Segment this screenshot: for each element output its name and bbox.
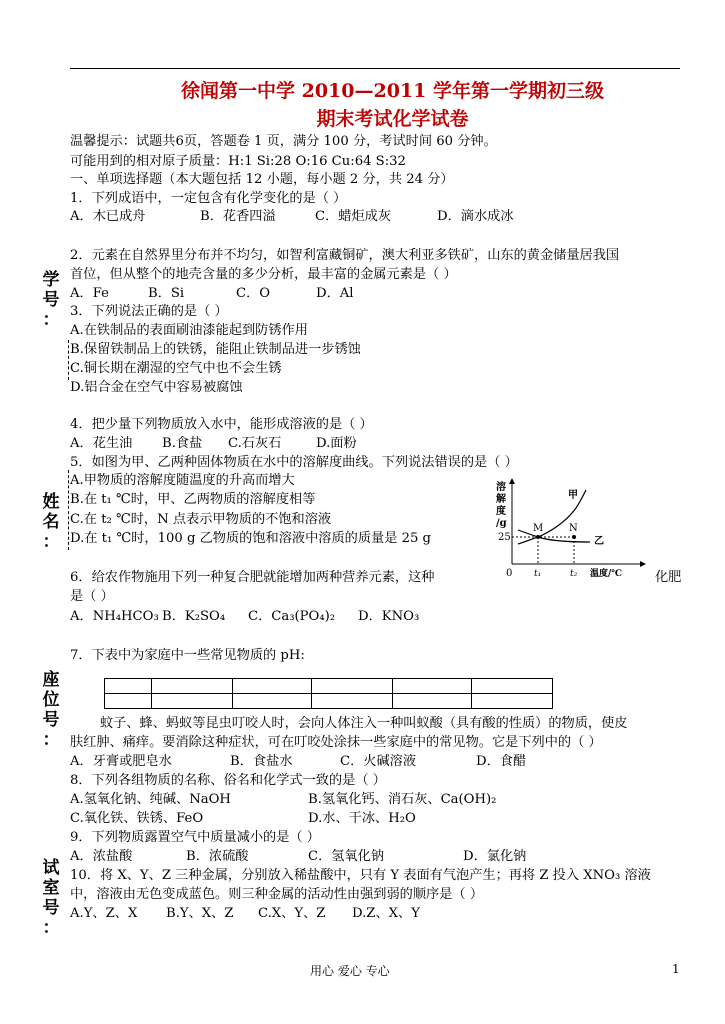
q6-stem: 6．给农作物施用下列一种复合肥就能增加两种营养元素，这种 — [70, 570, 435, 585]
q6-option-a: A．NH₄HCO₃ — [70, 609, 159, 624]
notice-text: 温馨提示：试题共6页，答题卷 1 页，满分 100 分，考试时间 60 分钟。 — [70, 134, 497, 149]
q5-option-b: B.在 t₁ ℃时，甲、乙两物质的溶解度相等 — [70, 492, 316, 507]
q8-option-d: D.水、干冰、H₂O — [308, 811, 416, 826]
q10-option-c: C.X、Y、Z — [258, 906, 326, 921]
point-n-label: N — [569, 523, 578, 534]
q2-stem: 2．元素在自然界里分布并不均匀，如智利富藏铜矿，澳大利亚多铁矿，山东的黄金储量居我国 — [70, 248, 620, 263]
q3-option-b: B.保留铁制品上的铁锈，能阻止铁制品进一步锈蚀 — [70, 342, 361, 357]
y-tick-25: 25 — [498, 532, 511, 543]
q8-options-row1 — [70, 792, 496, 808]
ph-cell — [393, 679, 472, 694]
q1-options — [70, 209, 514, 225]
ph-table — [104, 678, 553, 709]
solubility-chart — [490, 478, 650, 588]
section-heading: 一、单项选择题（本大题包括 12 小题，每小题 2 分，共 24 分） — [70, 172, 454, 187]
x-axis-arrow — [640, 561, 646, 567]
q8-option-b: B.氢氧化钙、消石灰、Ca(OH)₂ — [308, 792, 497, 807]
q10-option-b: B.Y、X、Z — [166, 906, 234, 921]
q8-stem: 8．下列各组物质的名称、俗名和化学式一致的是（ ） — [70, 773, 386, 788]
q10-option-a: A.Y、Z、X — [70, 906, 138, 921]
q10-options — [70, 906, 420, 922]
q3-option-d: D.铝合金在空气中容易被腐蚀 — [70, 380, 243, 395]
q4-option-b: B.食盐 — [162, 436, 203, 451]
binding-line — [68, 340, 69, 380]
q4-option-d: D.面粉 — [316, 436, 357, 451]
q6-stem-2: 是（ ） — [70, 589, 114, 604]
q9-option-d: D．氯化钠 — [463, 849, 527, 864]
side-label-room: 试 室 号 ： — [42, 858, 60, 938]
q2-option-a: A．Fe — [70, 286, 109, 301]
ph-cell — [152, 679, 233, 694]
point-n-dot — [572, 535, 576, 539]
ph-cell — [472, 694, 553, 709]
q2-option-c: C．O — [236, 286, 271, 301]
q4-option-c: C.石灰石 — [228, 436, 282, 451]
q8-options-row2 — [70, 811, 416, 827]
ph-cell — [105, 694, 152, 709]
q8-option-c: C.氧化铁、铁锈、FeO — [70, 811, 204, 826]
exam-subtitle: 期末考试化学试卷 — [316, 108, 469, 130]
q9-option-a: A．浓盐酸 — [70, 849, 133, 864]
label-jia: 甲 — [568, 490, 578, 501]
ylabel-char-1: 溶 — [496, 482, 506, 493]
q1-option-d: D．滴水成冰 — [437, 209, 514, 224]
q5-option-c: C.在 t₂ ℃时，N 点表示甲物质的不饱和溶液 — [70, 512, 332, 527]
atomic-mass-text: 可能用到的相对原子质量：H:1 Si:28 O:16 Cu:64 S:32 — [70, 154, 406, 169]
ylabel-char-2: 解 — [496, 494, 506, 505]
q6-options — [70, 609, 419, 625]
ph-cell — [312, 679, 393, 694]
q10-stem-2: 中，溶液由无色变成蓝色。则三种金属的活动性由强到弱的顺序是（ ） — [70, 887, 484, 902]
q7-option-a: A．牙膏或肥皂水 — [70, 754, 172, 769]
ylabel-char-3: 度 — [496, 506, 506, 517]
q8-option-a: A.氢氧化钠、纯碱、NaOH — [70, 792, 231, 807]
q3-option-c: C.铜长期在潮湿的空气中也不会生锈 — [70, 361, 282, 376]
q3-stem: 3．下列说法正确的是（ ） — [70, 304, 228, 319]
q2-stem-2: 首位，但从整个的地壳含量的多少分析，最丰富的金属元素是（ ） — [70, 267, 457, 282]
page-footer: 用心 爱心 专心 — [310, 964, 390, 978]
header-rule — [70, 68, 680, 69]
ph-cell — [233, 694, 312, 709]
q6-option-b: B．K₂SO₄ — [162, 609, 226, 624]
side-label-student-id: 学 号 ： — [42, 270, 60, 330]
q3-option-a: A.在铁制品的表面刷油漆能起到防锈作用 — [70, 323, 308, 338]
q7-stem: 7．下表中为家庭中一些常见物质的 pH: — [70, 648, 305, 663]
ylabel-char-4: /g — [496, 518, 507, 529]
q9-options — [70, 849, 526, 865]
q2-options — [70, 286, 354, 302]
side-label-name: 姓 名 ： — [42, 492, 60, 552]
page-number: 1 — [672, 962, 680, 976]
q5-stem: 5．如图为甲、乙两种固体物质在水中的溶解度曲线。下列说法错误的是（ ） — [70, 455, 518, 470]
ph-cell — [472, 679, 553, 694]
point-m-dot — [536, 535, 540, 539]
label-yi: 乙 — [594, 536, 604, 547]
q10-stem: 10．将 X、Y、Z 三种金属，分别放入稀盐酸中，只有 Y 表面有气泡产生；再将 Z 投入 XNO₃ 溶液 — [70, 868, 651, 883]
ph-cell — [312, 694, 393, 709]
q5-option-d: D.在 t₁ ℃时，100 g 乙物质的饱和溶液中溶质的质量是 25 g — [70, 531, 431, 546]
q4-stem: 4．把少量下列物质放入水中，能形成溶液的是（ ） — [70, 417, 373, 432]
binding-line — [68, 470, 69, 550]
q1-option-b: B．花香四溢 — [200, 209, 276, 224]
q4-options — [70, 436, 357, 452]
origin-label: 0 — [506, 568, 513, 579]
q2-option-b: B．Si — [148, 286, 185, 301]
q1-option-a: A．木已成舟 — [70, 209, 146, 224]
q5-option-a: A.甲物质的溶解度随温度的升高而增大 — [70, 473, 295, 488]
q9-stem: 9．下列物质露置空气中质量减小的是（ ） — [70, 830, 320, 845]
q7-options — [70, 754, 526, 770]
ph-cell — [393, 694, 472, 709]
q7-para-1: 蚊子、蜂、蚂蚁等昆虫叮咬人时，会向人体注入一种叫蚁酸（具有酸的性质）的物质，使皮 — [100, 716, 628, 731]
point-m-label: M — [533, 523, 544, 534]
q7-option-b: B．食盐水 — [230, 754, 293, 769]
q6-stem-tail: 化肥 — [655, 570, 682, 585]
q4-option-a: A．花生油 — [70, 436, 133, 451]
ph-cell — [233, 679, 312, 694]
q1-option-c: C．蜡炬成灰 — [315, 209, 392, 224]
q7-para-2: 肤红肿、痛痒。要消除这种症状，可在叮咬处涂抹一些家庭中的常见物。它是下列中的（ ） — [70, 735, 602, 750]
xlabel: 温度/℃ — [590, 569, 623, 579]
q2-option-d: D．Al — [316, 286, 354, 301]
q9-option-c: C．氢氧化钠 — [308, 849, 385, 864]
q6-option-c: C．Ca₃(PO₄)₂ — [248, 609, 336, 624]
q6-option-d: D．KNO₃ — [358, 609, 420, 624]
q7-option-d: D．食醋 — [476, 754, 527, 769]
ph-cell — [105, 679, 152, 694]
ph-cell — [152, 694, 233, 709]
q9-option-b: B．浓硫酸 — [186, 849, 249, 864]
y-axis-arrow — [509, 478, 515, 484]
exam-title: 徐闻第一中学 2010—2011 学年第一学期初三级 — [181, 80, 604, 102]
side-label-seat: 座 位 号 ： — [42, 670, 60, 750]
q1-stem: 1．下列成语中，一定包含有化学变化的是（ ） — [70, 191, 347, 206]
tick-t2: t₂ — [570, 569, 578, 579]
q7-option-c: C．火碱溶液 — [340, 754, 417, 769]
tick-t1: t₁ — [534, 569, 542, 579]
q10-option-d: D.Z、X、Y — [352, 906, 420, 921]
